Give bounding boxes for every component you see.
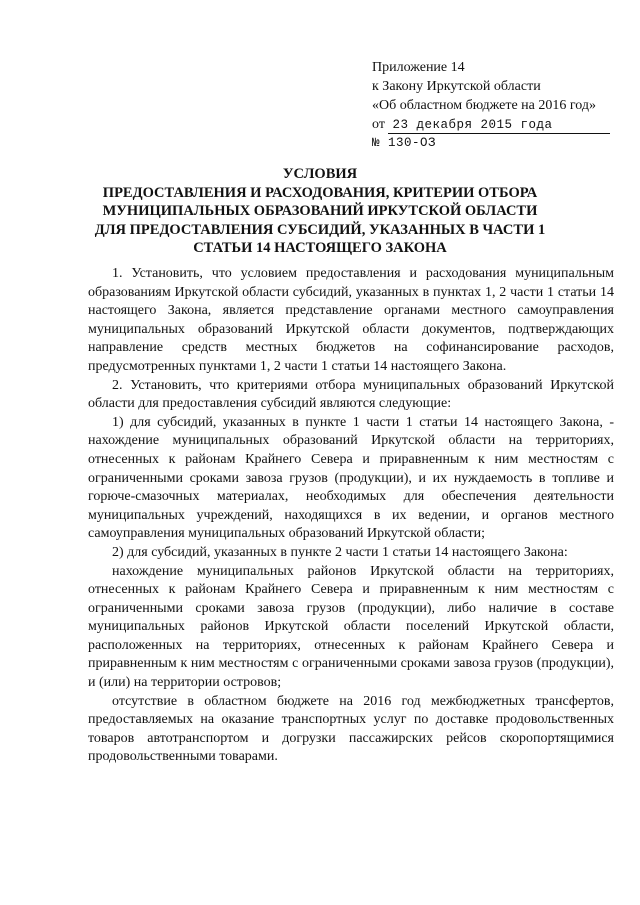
document-body [88, 265, 614, 767]
law-number: № 130-ОЗ [372, 136, 437, 150]
appendix-header [372, 58, 632, 153]
paragraph-6: отсутствие в областном бюджете на 2016 год межбюджетных трансфертов, предоставляемых на оказание транспортных услуг по доставке продовольственных товаров автотранспортом и догрузки пассажирских рейсов скоропортящимися продовольственными товарами. [88, 693, 614, 765]
paragraph-1: 1. Установить, что условием предоставления и расходования муниципальным образованиям Иркутской области субсидий, указанных в пунктах 1, 2 части 1 статьи 14 настоящего Закона, является представление органами местного самоуправления муниципальных образований Иркутской области документов, подтверждающих направление средств местных бюджетов на софинансирование расходов, предусмотренных пунктами 1, 2 части 1 статьи 14 настоящего Закона. [88, 266, 614, 374]
appendix-title: Приложение 14 [372, 60, 465, 75]
date-prefix: от [372, 117, 385, 132]
paragraph-3: 1) для субсидий, указанных в пункте 1 части 1 статьи 14 настоящего Закона, - нахождение муниципальных образований Иркутской области на территориях, отнесенных к районам Крайнего Севера и приравненным к ним местностям с ограниченными сроками завоза грузов (продукции), и их нуждаемость в топливе и горюче-смазочных материалах, необходимых для обеспечения деятельности муниципальных учреждений, находящихся в их ведении, и органов местного самоуправления муниципальных образований Иркутской области; [88, 414, 614, 542]
document-title [60, 165, 580, 258]
adoption-date: 23 декабря 2015 года [388, 118, 610, 134]
appendix-law-reference: к Закону Иркутской области [372, 79, 541, 94]
appendix-date-line [372, 115, 632, 134]
title-line-5: СТАТЬИ 14 НАСТОЯЩЕГО ЗАКОНА [193, 240, 447, 256]
appendix-law-name: «Об областном бюджете на 2016 год» [372, 98, 596, 113]
title-line-3: МУНИЦИПАЛЬНЫХ ОБРАЗОВАНИЙ ИРКУТСКОЙ ОБЛАСТИ [102, 203, 538, 219]
title-line-1: УСЛОВИЯ [282, 166, 358, 182]
title-line-2: ПРЕДОСТАВЛЕНИЯ И РАСХОДОВАНИЯ, КРИТЕРИИ ОТБОРА [102, 184, 538, 201]
paragraph-4: 2) для субсидий, указанных в пункте 2 части 1 статьи 14 настоящего Закона: [112, 544, 568, 560]
title-line-4: ДЛЯ ПРЕДОСТАВЛЕНИЯ СУБСИДИЙ, УКАЗАННЫХ В ЧАСТИ 1 [94, 221, 546, 238]
paragraph-5: нахождение муниципальных районов Иркутской области на территориях, отнесенных к районам Крайнего Севера и приравненным к ним местностям с ограниченными сроками завоза грузов (продукции), либо наличие в составе муниципальных районов Иркутской области поселений Иркутской области, расположенных на территориях, отнесенных к районам Крайнего Севера и приравненным к ним местностям с ограниченными сроками завоза грузов (продукции), и (или) на территории островов; [88, 563, 614, 691]
paragraph-2: 2. Установить, что критериями отбора муниципальных образований Иркутской области для предоставления субсидий являются следующие: [88, 377, 614, 412]
